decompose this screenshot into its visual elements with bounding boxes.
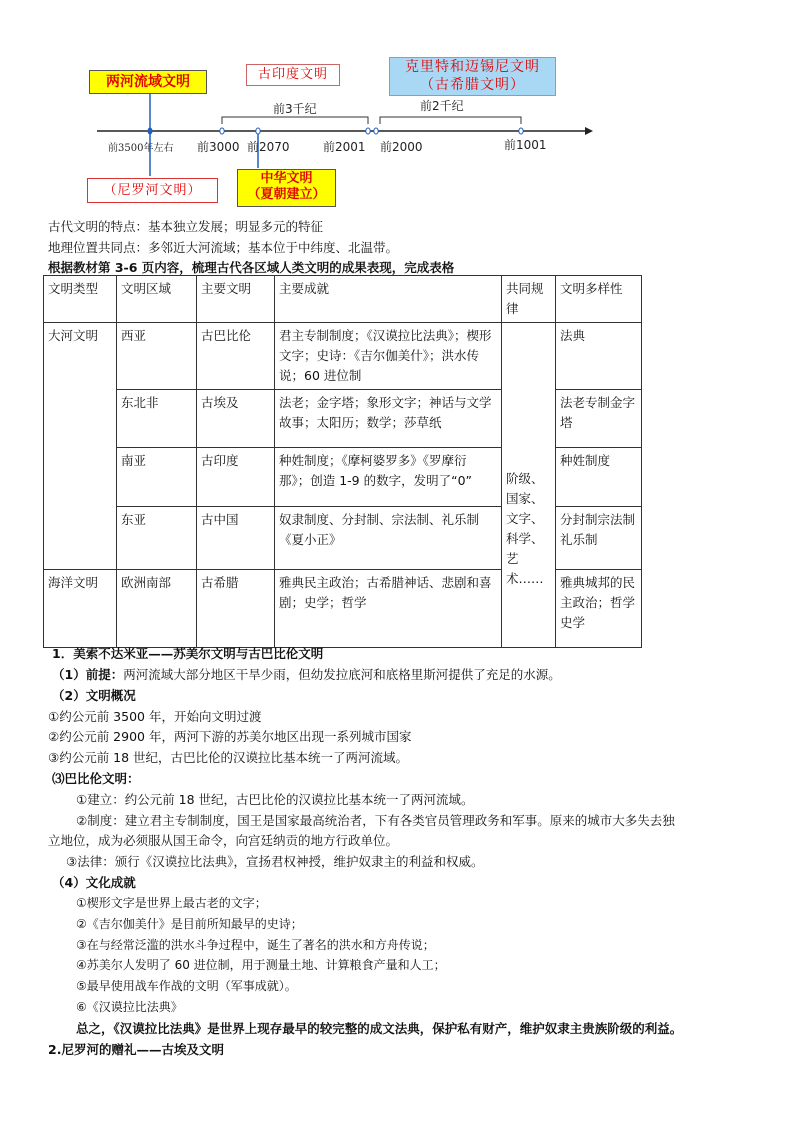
section1-title: 1．美索不达米亚——苏美尔文明与古巴比伦文明 — [52, 646, 324, 661]
overview-item: ②约公元前 2900 年，两河下游的苏美尔地区出现一系列城市国家 — [48, 729, 412, 744]
tick-label: 前3000 — [197, 140, 240, 154]
box-china-line1: 中华文明 — [260, 171, 313, 186]
culture-item: ⑤最早使用战车作战的文明（军事成就）。 — [76, 979, 297, 993]
table-header: 文明类型 — [44, 276, 117, 323]
culture-item: ③在与经常泛滥的洪水斗争过程中，诞生了著名的洪水和方舟传说； — [76, 938, 435, 952]
table-cell-region: 欧洲南部 — [117, 570, 197, 648]
table-cell-region: 东北非 — [117, 390, 197, 448]
tick-label: 前2000 — [380, 140, 423, 154]
premise-text: 两河流域大部分地区干旱少雨，但幼发拉底河和底格里斯河提供了充足的水源。 — [123, 667, 561, 682]
babylon-title: ⑶巴比伦文明： — [52, 771, 140, 786]
box-india: 古印度文明 — [246, 64, 340, 86]
timeline-arrow — [585, 127, 593, 135]
box-crete-line2: （古希腊文明） — [420, 76, 525, 93]
intro-table-instruction: 根据教材第 3-6 页内容，梳理古代各区域人类文明的成果表现，完成表格 — [48, 260, 455, 275]
babylon-item: ②制度：建立君主专制制度，国王是国家最高统治者，下有各类官员管理政务和军事。原来的城市大多失去独 — [76, 813, 675, 828]
overview-item: ①约公元前 3500 年，开始向文明过渡 — [48, 709, 262, 724]
span-label-3rd-millennium: 前3千纪 — [273, 102, 317, 116]
culture-item: ①楔形文字是世界上最古老的文字； — [76, 896, 267, 910]
table-header: 文明区域 — [117, 276, 197, 323]
table-cell-diversity: 种姓制度 — [556, 448, 642, 507]
box-nile: （尼罗河文明） — [87, 178, 218, 203]
bracket-2nd-millennium — [380, 117, 521, 124]
table-header: 文明多样性 — [556, 276, 642, 323]
babylon-item: ③法律：颁行《汉谟拉比法典》，宣扬君权神授，维护奴隶主的利益和权威。 — [66, 854, 484, 869]
box-china-line2: （夏朝建立） — [247, 187, 326, 203]
section1-summary: 总之，《汉谟拉比法典》是世界上现存最早的较完整的成文法典，保护私有财产，维护奴隶主贵族阶级的利益。 — [76, 1021, 683, 1036]
table-cell-diversity: 法老专制金字塔 — [556, 390, 642, 448]
table-cell-civ: 古希腊 — [197, 570, 275, 648]
table-row — [44, 323, 642, 390]
tick-mark — [220, 128, 224, 134]
box-china — [237, 169, 336, 207]
box-mesopotamia: 两河流域文明 — [89, 70, 207, 94]
babylon-item: 立地位，成为必须服从国王命令，向宫廷纳贡的地方行政单位。 — [48, 833, 399, 848]
table-cell-civ: 古印度 — [197, 448, 275, 507]
table-cell-type: 海洋文明 — [44, 570, 117, 648]
table-header-row — [44, 276, 642, 323]
section2-title: 2.尼罗河的赠礼——古埃及文明 — [48, 1042, 224, 1057]
intro-geography: 地理位置共同点：多邻近大河流域；基本位于中纬度、北温带。 — [48, 240, 399, 255]
table-cell-civ: 古中国 — [197, 507, 275, 570]
table-cell-achievements: 法老；金字塔；象形文字；神话与文学故事；太阳历；数学；莎草纸 — [275, 390, 502, 448]
tick-label: 前3500年左右 — [108, 143, 174, 154]
table-header: 共同规律 — [502, 276, 556, 323]
table-cell-region: 西亚 — [117, 323, 197, 390]
table-cell-achievements: 种姓制度；《摩柯婆罗多》《罗摩衍那》；创造 1-9 的数字，发明了“0” — [275, 448, 502, 507]
box-crete-line1: 克里特和迈锡尼文明 — [405, 59, 540, 75]
tick-label: 前2070 — [247, 140, 290, 154]
table-cell-achievements: 奴隶制度、分封制、宗法制、礼乐制《夏小正》 — [275, 507, 502, 570]
tick-mark — [148, 128, 153, 135]
section1-premise — [52, 665, 561, 683]
babylon-item: ①建立：约公元前 18 世纪，古巴比伦的汉谟拉比基本统一了两河流域。 — [76, 792, 474, 807]
table-cell-achievements: 君主专制制度；《汉谟拉比法典》；楔形文字；史诗：《吉尔伽美什》；洪水传说；60 进位制 — [275, 323, 502, 390]
table-cell-diversity: 分封制宗法制礼乐制 — [556, 507, 642, 570]
civilization-timeline — [0, 0, 794, 215]
table-header: 主要文明 — [197, 276, 275, 323]
table-cell-region: 东亚 — [117, 507, 197, 570]
table-cell-common-rule: 阶级、国家、文字、科学、艺术…… — [502, 323, 556, 648]
culture-item: ②《吉尔伽美什》是目前所知最早的史诗； — [76, 917, 303, 931]
tick-mark — [519, 128, 523, 134]
table-cell-civ: 古巴比伦 — [197, 323, 275, 390]
tick-mark — [366, 128, 370, 134]
overview-title: （2）文明概况 — [52, 688, 136, 703]
table-cell-civ: 古埃及 — [197, 390, 275, 448]
overview-item: ③约公元前 18 世纪，古巴比伦的汉谟拉比基本统一了两河流域。 — [48, 750, 409, 765]
table-cell-diversity: 法典 — [556, 323, 642, 390]
intro-characteristics: 古代文明的特点：基本独立发展；明显多元的特征 — [48, 219, 324, 234]
culture-item: ⑥《汉谟拉比法典》 — [76, 1000, 183, 1014]
table-cell-type: 大河文明 — [44, 323, 117, 570]
table-cell-achievements: 雅典民主政治；古希腊神话、悲剧和喜剧；史学；哲学 — [275, 570, 502, 648]
table-cell-region: 南亚 — [117, 448, 197, 507]
civilization-table — [43, 275, 642, 648]
tick-mark — [374, 128, 378, 134]
table-header: 主要成就 — [275, 276, 502, 323]
culture-item: ④苏美尔人发明了 60 进位制，用于测量土地、计算粮食产量和人工； — [76, 958, 446, 972]
tick-label: 前2001 — [323, 140, 366, 154]
premise-label: （1）前提： — [52, 667, 124, 682]
bracket-3rd-millennium — [222, 117, 368, 124]
table-cell-diversity: 雅典城邦的民主政治；哲学史学 — [556, 570, 642, 648]
tick-mark — [256, 128, 260, 134]
culture-title: （4）文化成就 — [52, 875, 136, 890]
span-label-2nd-millennium: 前2千纪 — [420, 99, 464, 113]
tick-label: 前1001 — [504, 138, 547, 152]
box-crete — [389, 57, 556, 96]
